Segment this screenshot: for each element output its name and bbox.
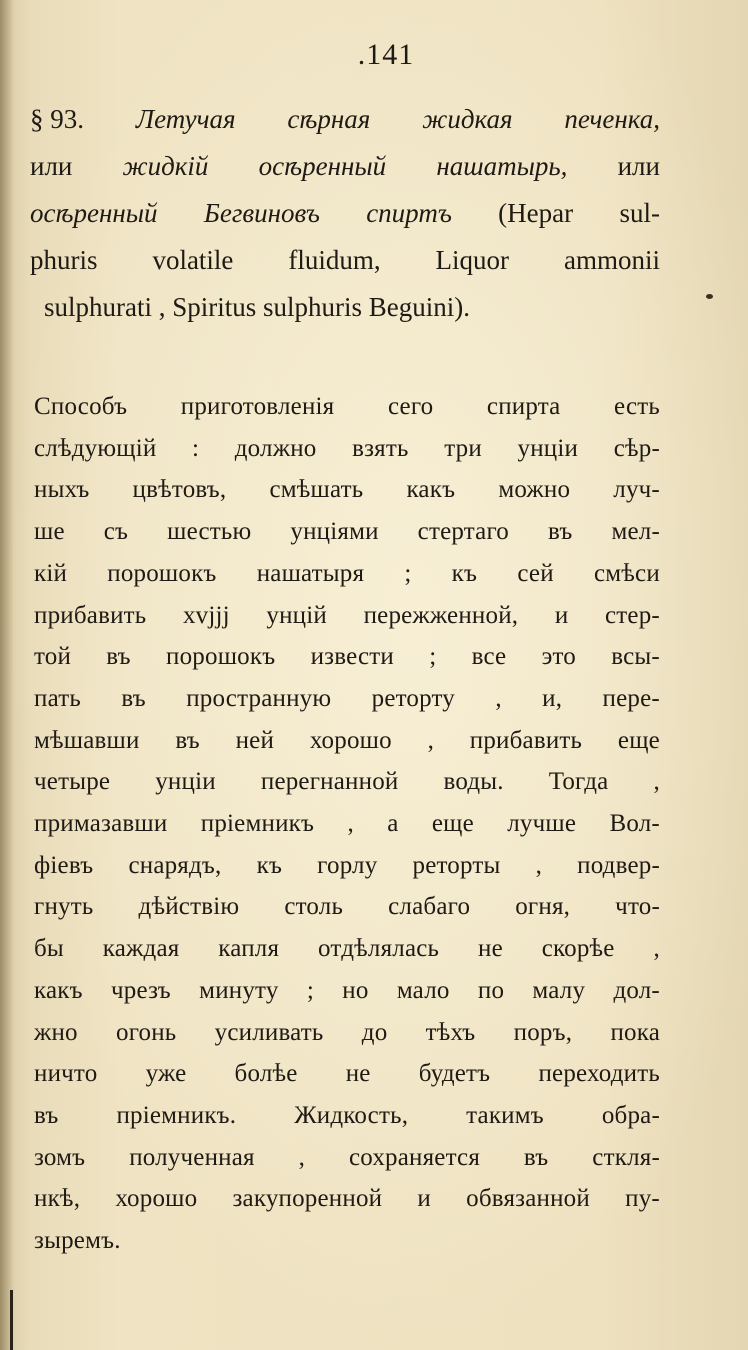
text-word: нашатыря [256,559,365,587]
text-word: ; [404,559,412,587]
text-word: въ [547,518,573,546]
heading-word: sul- [619,198,660,228]
text-word: прiемникъ. [116,1101,237,1129]
text-word: пать [34,684,81,712]
heading-word: осѣренный [258,151,387,181]
text-word: унцiи [155,768,216,796]
text-word: въ [523,1143,549,1171]
text-line [34,511,660,553]
text-line [34,928,660,970]
text-word: мало [396,976,450,1004]
text-word: ничто [34,1060,98,1088]
text-word: это [541,643,577,671]
text-word: кiй [34,559,68,587]
heading-word: Бегвиновъ [203,198,320,228]
text-word: бы [34,935,64,963]
text-word: къ [451,559,478,587]
body-paragraph [34,386,660,1262]
text-word: можно [498,476,571,504]
text-word: и [417,1185,431,1213]
text-word: нкѣ, [34,1185,81,1213]
text-line [34,678,660,720]
text-word: по [477,976,505,1004]
text-word: мел- [611,518,660,546]
text-word: въ [34,1101,59,1129]
text-word: шестью [167,518,252,546]
text-word: до [361,1018,388,1046]
text-line [34,386,660,428]
text-word: четыре [34,768,111,796]
heading-line [30,284,660,331]
heading-word: ammonii [563,245,660,275]
text-word: слѣдующiй [34,434,157,462]
text-word: все [471,643,507,671]
text-word: дол- [613,976,660,1004]
text-word: порошокъ [166,643,276,671]
text-word: капля [218,935,280,963]
text-word: обра- [601,1101,660,1129]
text-word: ше [34,518,65,546]
text-word: скорѣе [541,935,615,963]
text-line [34,595,660,637]
text-line [34,636,660,678]
text-line: зыремъ. [34,1227,121,1255]
text-word: стер- [604,601,660,629]
text-word: сей [517,559,554,587]
text-line [34,1012,660,1054]
heading-line [30,143,660,190]
text-word: усиливать [214,1018,324,1046]
text-word: какъ [406,476,456,504]
page-edge-mark [10,1290,13,1350]
text-word: фiевъ [34,851,94,879]
text-word: , [347,810,354,838]
text-word: жно [34,1018,78,1046]
text-word: пережженной, [363,601,519,629]
heading-word: sulphurati , Spiritus sulphuris Beguini). [44,292,471,322]
text-word: реторты [412,851,501,879]
text-word: закупоренной [232,1185,383,1213]
heading-word: жидкая [422,104,513,134]
text-word: есть [614,393,660,420]
text-word: унцiи [517,434,579,462]
text-word: такимъ [466,1101,544,1129]
text-word: чрезъ [111,976,171,1004]
ink-speck [706,294,713,299]
text-line [34,553,660,595]
text-word: еще [431,810,474,838]
text-word: прiемникъ [200,810,315,838]
text-word: огонь [116,1018,177,1046]
text-word: ; [306,976,314,1004]
text-word: въ [121,684,146,712]
text-word: минуту [199,976,279,1004]
text-word: переходить [538,1060,660,1088]
text-word: , [495,684,502,712]
text-word: , [653,935,660,963]
heading-word: Liquor [435,245,510,275]
text-word: всы- [611,643,660,671]
text-word: пока [610,1018,660,1046]
text-word: стертаго [417,518,510,546]
section-heading [30,96,660,331]
text-line [34,1178,660,1220]
text-word: Жидкость, [294,1101,409,1129]
text-word: ней [235,726,275,754]
text-word: прибавить [469,726,583,754]
text-word: не [345,1060,371,1088]
text-word: сохраняется [348,1143,481,1171]
heading-word: печенка, [564,104,660,134]
text-word: воды. [443,768,504,796]
text-word: Вол- [609,810,660,838]
text-word: той [34,643,72,671]
text-word: но [342,976,369,1004]
text-line [34,1095,660,1137]
text-word: и, [542,684,563,712]
text-word: прибавить [34,601,147,629]
text-word: , [298,1143,306,1171]
text-word: примазавши [34,810,168,838]
heading-word: сѣрная [287,104,371,134]
heading-word: осѣренный [30,198,158,228]
text-word: пространную [186,684,332,712]
text-word: какъ [34,976,83,1004]
text-line [34,469,660,511]
text-word: огня, [515,893,571,921]
text-line [34,761,660,803]
text-word: въ [106,643,131,671]
text-word: три [444,434,482,462]
heading-line [30,190,660,237]
heading-word: (Hepar [498,198,574,228]
text-word: унцiями [290,518,379,546]
section-number: § 93. [30,104,84,134]
text-word: , [653,768,660,796]
text-word: мѣшавши [34,726,140,754]
text-word: сего [387,393,434,420]
text-word: еще [617,726,660,754]
text-word: тѣхъ [425,1018,476,1046]
text-word: порошокъ [107,559,217,587]
text-word: луч- [613,476,660,504]
text-word: лучше [507,810,577,838]
text-word: болѣе [234,1060,298,1088]
text-word: полученная [129,1143,255,1171]
text-word: извести [310,643,394,671]
text-word: реторту [371,684,455,712]
text-word: , [427,726,435,754]
text-word: смѣси [593,559,660,587]
text-word: , [535,851,543,879]
text-word: : [192,434,200,462]
text-word: съ [103,518,129,546]
heading-word: или [617,151,660,181]
text-word: каждая [102,935,180,963]
page-number: .141 [357,38,415,71]
text-word: приготовленiя [180,393,335,420]
heading-word: phuris [30,245,98,275]
text-word: въ [175,726,200,754]
heading-line [30,237,660,284]
text-word: слабаго [388,893,471,921]
heading-word: volatile [152,245,234,275]
text-word: что- [615,893,660,921]
text-line [34,803,660,845]
text-line [34,886,660,928]
text-word: смѣшать [269,476,364,504]
text-word: перегнанной [260,768,399,796]
text-word: xvjjj [182,601,230,629]
text-word: столь [284,893,344,921]
page-gutter [0,0,14,1350]
text-word: хорошо [115,1185,198,1213]
text-line [34,428,660,470]
text-word: дѣйствiю [138,893,240,921]
heading-word: спиртъ [366,198,452,228]
text-word: Способъ [34,393,128,420]
text-line [34,845,660,887]
text-word: уже [145,1060,187,1088]
heading-word: fluidum, [288,245,381,275]
text-line [34,1053,660,1095]
text-word: взять [352,434,409,462]
text-word: пу- [625,1185,660,1213]
text-word: подвер- [577,851,660,879]
text-word: обвязанной [466,1185,590,1213]
text-word: зомъ [34,1143,86,1171]
heading-word: жидкiй [122,151,209,181]
text-line [34,970,660,1012]
heading-word: нашатырь, [436,151,568,181]
text-word: ; [429,643,437,671]
text-word: снарядъ, [128,851,222,879]
text-line [34,720,660,762]
text-word: Тогда [548,768,609,796]
heading-word: или [30,151,73,181]
text-word: къ [256,851,283,879]
text-word: унцiй [266,601,327,629]
text-word: а [387,810,399,838]
text-word: и [554,601,569,629]
text-line [34,1137,660,1179]
text-word: сѣр- [613,434,660,462]
text-word: должно [234,434,317,462]
text-word: гнуть [34,893,94,921]
text-word: цвѣтовъ, [132,476,227,504]
text-word: малу [532,976,586,1004]
text-word: не [478,935,503,963]
text-word: пере- [602,684,660,712]
text-word: сткля- [592,1143,660,1171]
heading-word: Летучая [135,104,236,134]
text-word: будетъ [418,1060,491,1088]
text-word: горлу [317,851,378,879]
text-word: ныхъ [34,476,90,504]
text-word: спирта [486,393,561,420]
text-word: хорошо [309,726,392,754]
heading-line [30,96,660,143]
text-word: отдѣлялась [318,935,440,963]
text-word: поръ, [513,1018,573,1046]
